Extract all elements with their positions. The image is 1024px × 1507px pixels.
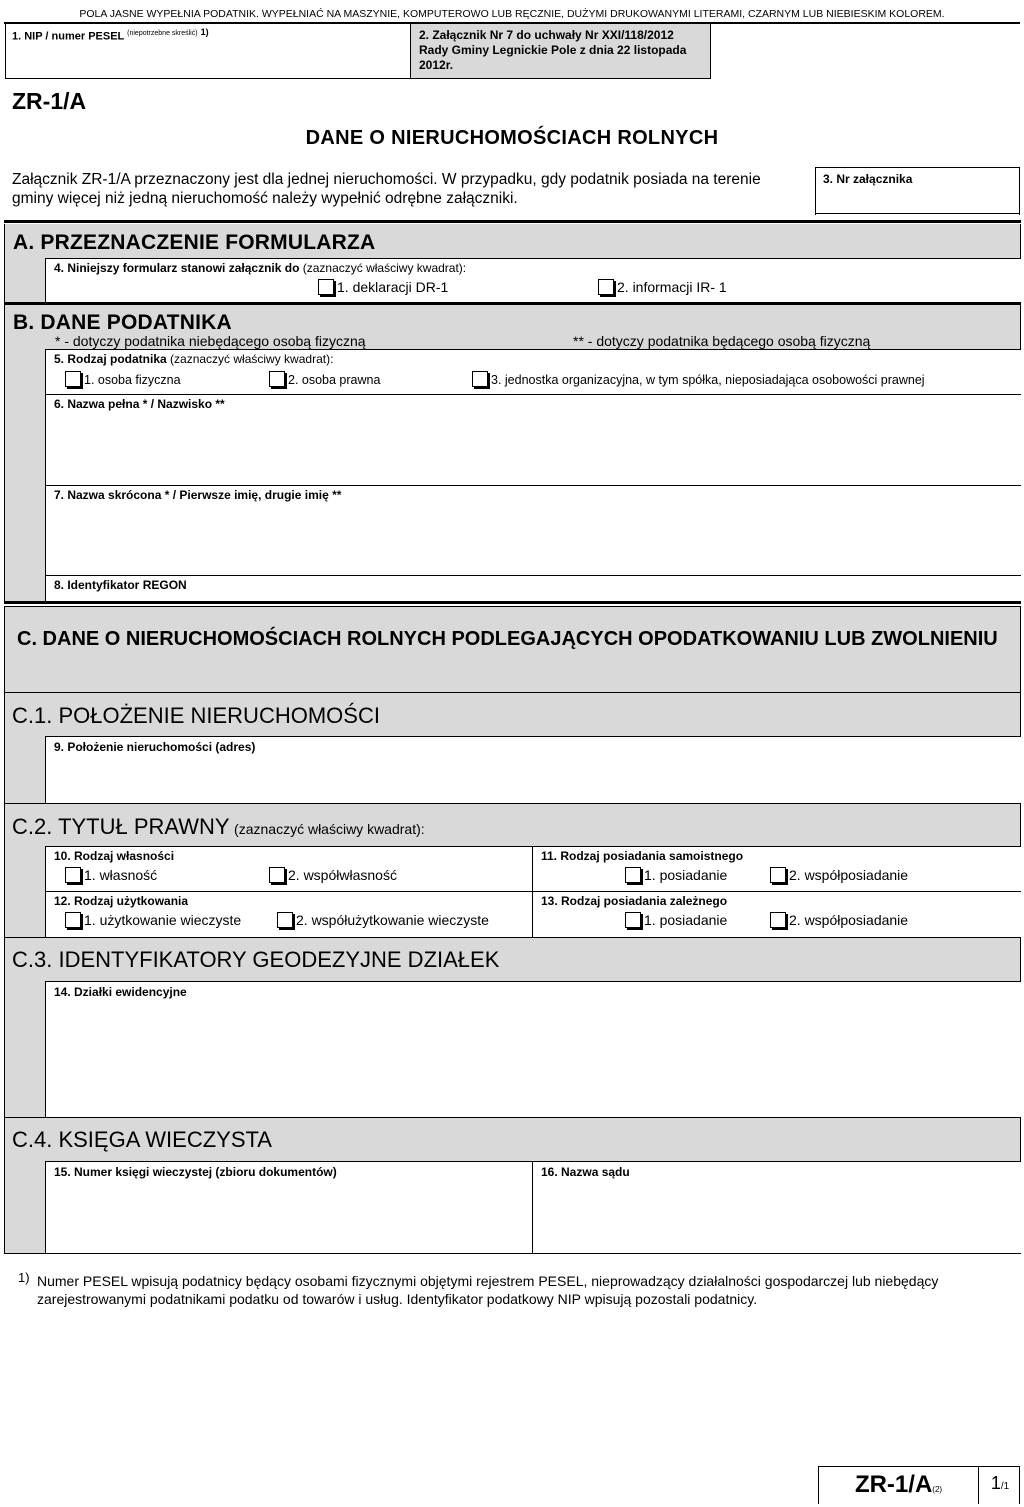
footnote-text: Numer PESEL wpisują podatnicy będący osobami fizycznymi objętymi rejestrem PESEL, nieprowadzący działalności gospodarczej lub niebędący zarejestrowanymi podatnikami podatku od towarów i usług. Identyfikator podatkowy NIP wpisują pozostali podatnicy. xyxy=(37,1273,939,1307)
section-b-title: B. DANE PODATNIKA xyxy=(13,311,232,334)
option-wspoluzytkowanie[interactable]: 2. współużytkowanie wieczyste xyxy=(277,912,489,928)
footer-form-code: ZR-1/A xyxy=(854,1471,933,1498)
section-b-note-left: * - dotyczy podatnika niebędącego osobą fizyczną xyxy=(55,333,366,349)
field-15[interactable] xyxy=(45,1161,533,1254)
option-wspolwlasnosc[interactable]: 2. współwłasność xyxy=(269,867,397,883)
field-4 xyxy=(45,258,1021,303)
field-13-label: 13. Rodzaj posiadania zależnego xyxy=(541,894,728,908)
page-title: DANE O NIERUCHOMOŚCIACH ROLNYCH xyxy=(305,127,719,149)
checkbox-icon[interactable] xyxy=(65,912,81,928)
c3-title: C.3. IDENTYFIKATORY GEODEZYJNE DZIAŁEK xyxy=(12,947,500,972)
footer-page-total: /1 xyxy=(1000,1481,1010,1492)
nip-field[interactable] xyxy=(5,24,411,79)
intro-text: Załącznik ZR-1/A przeznaczony jest dla jednej nieruchomości. W przypadku, gdy podatnik posiada na terenie gminy więcej niż jedną nieruchomość należy wypełnić odrębne załączniki. xyxy=(12,171,761,207)
header-note: POLA JASNE WYPEŁNIA PODATNIK. WYPEŁNIAĆ NA MASZYNIE, KOMPUTEROWO LUB RĘCZNIE, DUŻYMI DRUKOWANYMI LITERAMI, CZARNYM LUB NIEBIESKIM KOLOREM. xyxy=(79,8,945,20)
field-9[interactable] xyxy=(45,736,1021,803)
field-8-label: 8. Identyfikator REGON xyxy=(54,578,187,592)
attachment-note: 2. Załącznik Nr 7 do uchwały Nr XXI/118/2012 Rady Gminy Legnickie Pole z dnia 22 listopada 2012r. xyxy=(419,28,687,72)
checkbox-icon[interactable] xyxy=(318,279,334,295)
option-osoba-prawna[interactable]: 2. osoba prawna xyxy=(269,371,380,387)
checkbox-icon[interactable] xyxy=(625,912,641,928)
footnote-marker: 1) xyxy=(18,1270,30,1285)
field-7[interactable] xyxy=(45,485,1021,575)
checkbox-icon[interactable] xyxy=(65,371,81,387)
option-posiadanie-samoistne[interactable]: 1. posiadanie xyxy=(625,867,727,883)
field-5 xyxy=(45,349,1021,394)
checkbox-icon[interactable] xyxy=(598,279,614,295)
field-4-hint: (zaznaczyć właściwy kwadrat): xyxy=(302,261,467,275)
c4-title: C.4. KSIĘGA WIECZYSTA xyxy=(12,1127,272,1152)
section-a-title: A. PRZEZNACZENIE FORMULARZA xyxy=(13,231,376,254)
checkbox-icon[interactable] xyxy=(269,867,285,883)
field-5-label: 5. Rodzaj podatnika xyxy=(54,352,167,366)
c2-hint: (zaznaczyć właściwy kwadrat): xyxy=(234,821,425,837)
footer-page-number: 1 xyxy=(990,1473,1001,1493)
form-code: ZR-1/A xyxy=(12,88,87,114)
field-10 xyxy=(45,846,533,892)
field-10-label: 10. Rodzaj własności xyxy=(54,849,175,863)
option-osoba-fizyczna[interactable]: 1. osoba fizyczna xyxy=(65,371,181,387)
checkbox-icon[interactable] xyxy=(65,867,81,883)
option-jednostka[interactable]: 3. jednostka organizacyjna, w tym spółka, nieposiadająca osobowości prawnej xyxy=(472,371,925,387)
field-9-label: 9. Położenie nieruchomości (adres) xyxy=(54,740,256,754)
field-15-label: 15. Numer księgi wieczystej (zbioru dokumentów) xyxy=(54,1165,337,1179)
field-4-label: 4. Niniejszy formularz stanowi załącznik do xyxy=(54,261,300,275)
nip-label: 1. NIP / numer PESEL xyxy=(12,30,125,43)
checkbox-icon[interactable] xyxy=(625,867,641,883)
field-11 xyxy=(532,846,1021,892)
option-ir1[interactable]: 2. informacji IR- 1 xyxy=(598,279,727,295)
field-12-label: 12. Rodzaj użytkowania xyxy=(54,894,189,908)
nip-footnote-ref: 1) xyxy=(200,27,209,37)
option-posiadanie-zalezne[interactable]: 1. posiadanie xyxy=(625,912,727,928)
checkbox-icon[interactable] xyxy=(770,867,786,883)
option-dr1[interactable]: 1. deklaracji DR-1 xyxy=(318,279,448,295)
attachment-number-label: 3. Nr załącznika xyxy=(823,172,913,186)
field-14[interactable] xyxy=(45,981,1021,1117)
option-wspolposiadanie-zalezne[interactable]: 2. współposiadanie xyxy=(770,912,908,928)
option-uzytkowanie[interactable]: 1. użytkowanie wieczyste xyxy=(65,912,241,928)
page-footer xyxy=(818,1466,1020,1504)
field-12 xyxy=(45,891,533,937)
section-c-title: C. DANE O NIERUCHOMOŚCIACH ROLNYCH PODLEGAJĄCYCH OPODATKOWANIU LUB ZWOLNIENIU xyxy=(17,628,998,650)
field-6[interactable] xyxy=(45,394,1021,485)
checkbox-icon[interactable] xyxy=(770,912,786,928)
option-wlasnosc[interactable]: 1. własność xyxy=(65,867,157,883)
field-14-label: 14. Działki ewidencyjne xyxy=(54,985,187,999)
field-13 xyxy=(532,891,1021,937)
field-8[interactable] xyxy=(45,575,1021,602)
checkbox-icon[interactable] xyxy=(472,371,488,387)
field-6-label: 6. Nazwa pełna * / Nazwisko ** xyxy=(54,397,225,411)
attachment-note-box xyxy=(410,24,711,79)
c1-title: C.1. POŁOŻENIE NIERUCHOMOŚCI xyxy=(12,703,380,728)
section-b-note-right: ** - dotyczy podatnika będącego osobą fizyczną xyxy=(573,333,871,349)
footer-version: (2) xyxy=(932,1485,943,1494)
checkbox-icon[interactable] xyxy=(269,371,285,387)
field-5-hint: (zaznaczyć właściwy kwadrat): xyxy=(170,352,334,366)
field-7-label: 7. Nazwa skrócona * / Pierwsze imię, drugie imię ** xyxy=(54,488,342,502)
field-16-label: 16. Nazwa sądu xyxy=(541,1165,630,1179)
field-11-label: 11. Rodzaj posiadania samoistnego xyxy=(541,849,744,863)
nip-hint: (niepotrzebne skreślić) xyxy=(127,30,198,37)
option-wspolposiadanie-samoistne[interactable]: 2. współposiadanie xyxy=(770,867,908,883)
c2-title: C.2. TYTUŁ PRAWNY xyxy=(12,814,230,839)
checkbox-icon[interactable] xyxy=(277,912,293,928)
field-16[interactable] xyxy=(532,1161,1021,1254)
attachment-number-field[interactable] xyxy=(815,167,1020,215)
